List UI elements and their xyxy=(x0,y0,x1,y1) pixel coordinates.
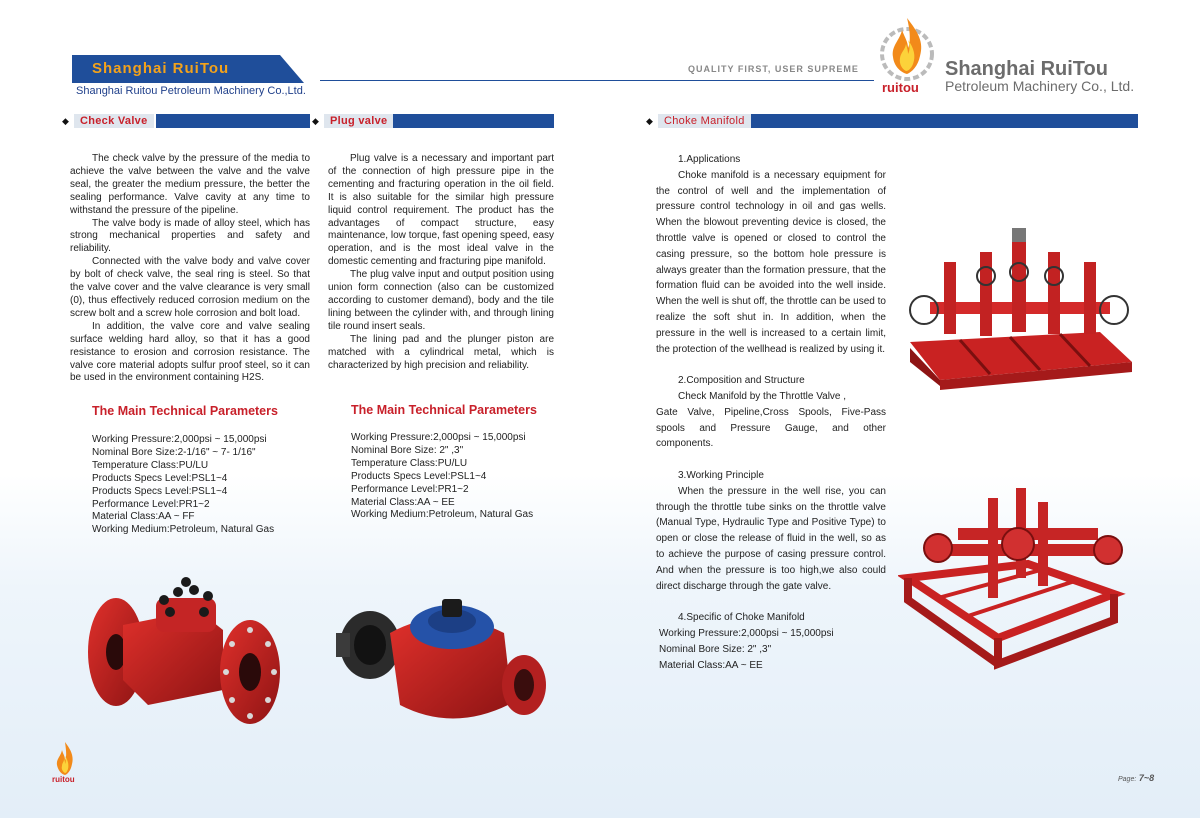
param-item: Material Class:AA ~ EE xyxy=(659,659,763,671)
paragraph: Connected with the valve body and valve cover by bolt of check valve, the seal ring is steel. So that the valve cover and the valve clearance is very small (0), thus effectively reduced corrosion medium on the screw bolt and a screw hole corrosion and bolt load. xyxy=(70,256,310,319)
diamond-bullet-icon: ◆ xyxy=(62,115,69,126)
choke-manifold-image-2 xyxy=(898,488,1130,683)
choke-manifold-bar xyxy=(748,114,1138,128)
choke-manifold-heading xyxy=(646,114,751,128)
choke-manifold-title: Choke Manifold xyxy=(658,114,751,128)
section-title: 1.Applications xyxy=(678,154,741,165)
check-valve-params-title: The Main Technical Parameters xyxy=(92,404,278,418)
brand-title: Shanghai RuiTou xyxy=(92,60,230,77)
param-item: Products Specs Level:PSL1~4 xyxy=(351,470,487,482)
param-item: Nominal Bore Size: 2" ,3" xyxy=(659,643,772,655)
brand-subtitle: Shanghai Ruitou Petroleum Machinery Co.,Ltd. xyxy=(76,85,306,97)
check-valve-heading xyxy=(62,114,154,128)
paragraph: The check valve by the pressure of the media to achieve the valve between the valve and the valve seal, the greater the medium pressure, the better the sealing performance. Valve cavity at any time to withstand the pressure of the pipeline. xyxy=(70,153,310,216)
param-item: Nominal Bore Size:2-1/16" ~ 7- 1/16" xyxy=(92,446,256,458)
plug-valve-image xyxy=(334,593,552,735)
section-title: 2.Composition and Structure xyxy=(678,375,805,387)
flame-logo-icon xyxy=(878,12,936,90)
diamond-bullet-icon: ◆ xyxy=(646,115,653,126)
paragraph: Choke manifold is a necessary equipment for the control of well and the implementation of pressure control technology in oil and gas wells. When the blowout preventing device is closed, the throttle valve is opened or closed to control the casing pressure, so the bottom hole pressure is always greater than the formation pressure, that the formation fluid can be avoided into the well inside. When the well is shut off, the throttle can be used to realize the soft shut in. In addition, when the pressure in the well is increased to a certain limit, the protection of the wellhead is realized by using it. xyxy=(656,169,886,355)
page-label: Page: xyxy=(1118,776,1137,783)
choke-manifold-image-1 xyxy=(900,222,1138,390)
diamond-bullet-icon: ◆ xyxy=(312,115,319,126)
param-item: Products Specs Level:PSL1~4 xyxy=(92,472,228,484)
footer-logo-wordmark: ruitou xyxy=(52,775,75,784)
plug-valve-heading xyxy=(312,114,393,128)
param-item: Performance Level:PR1~2 xyxy=(351,483,469,495)
paragraph: Plug valve is a necessary and important part of the connection of high pressure pipe in the cementing and fracturing operation in the oil field. It is also suitable for the similar high pressure liquid control requirement. The product has the advantages of compact structure, easy maintenance, low torque, fast opening speed, easy operation, and is the most ideal valve in the domestic cementing and fracturing pipe manifold. xyxy=(328,153,554,268)
page-value: 7~8 xyxy=(1138,773,1155,783)
plug-valve-bar xyxy=(392,114,554,128)
plug-valve-params-title: The Main Technical Parameters xyxy=(351,403,537,417)
param-item: Working Medium:Petroleum, Natural Gas xyxy=(351,509,534,521)
param-item: Temperature Class:PU/LU xyxy=(92,459,209,471)
check-valve-body xyxy=(70,153,310,385)
plug-valve-body xyxy=(328,153,554,372)
header-divider xyxy=(320,80,874,81)
param-item: Material Class:AA ~ FF xyxy=(92,511,195,523)
choke-manifold-body xyxy=(656,152,886,673)
paragraph: The lining pad and the plunger piston are matched with a cylindrical metal, which is characterized by high precision and reliability. xyxy=(328,333,554,371)
param-item: Material Class:AA ~ EE xyxy=(351,496,455,508)
param-item: Products Specs Level:PSL1~4 xyxy=(92,485,228,497)
plug-valve-title: Plug valve xyxy=(324,114,393,128)
check-valve-image xyxy=(78,570,288,730)
paragraph: Gate Valve, Pipeline,Cross Spools, Five-Pass spools and Pressure Gauge, and other components. xyxy=(656,406,886,450)
check-valve-bar xyxy=(156,114,310,128)
page-number xyxy=(1118,773,1154,783)
param-item: Working Pressure:2,000psi ~ 15,000psi xyxy=(92,434,267,445)
paragraph: The valve body is made of alloy steel, which has strong mechanical properties and safety and reliability. xyxy=(70,217,310,255)
check-valve-params xyxy=(92,434,274,537)
paragraph: The plug valve input and output position using union form connection (also can be customized according to customer demand), body and the tile lining between the cylinder with, and through lining tile round insert seals. xyxy=(328,269,554,332)
section-title: 4.Specific of Choke Manifold xyxy=(678,612,805,624)
check-valve-title: Check Valve xyxy=(74,114,154,128)
param-item: Nominal Bore Size: 2" ,3" xyxy=(351,444,464,456)
slogan: QUALITY FIRST, USER SUPREME xyxy=(688,64,859,74)
param-item: Working Pressure:2,000psi ~ 15,000psi xyxy=(351,432,526,443)
paragraph: Check Manifold by the Throttle Valve , xyxy=(678,390,847,402)
plug-valve-params xyxy=(351,432,533,522)
param-item: Working Medium:Petroleum, Natural Gas xyxy=(92,524,275,536)
company-name: Shanghai RuiTou xyxy=(945,58,1108,80)
paragraph: In addition, the valve core and valve sealing surface welding hard alloy, so that it has a good resistance to erosion and corrosion resistance. The valve core material adopts sulfur proof steel, so it can be used in the environment containing H2S. xyxy=(70,320,310,384)
section-title: 3.Working Principle xyxy=(678,469,764,481)
param-item: Temperature Class:PU/LU xyxy=(351,457,468,469)
logo-wordmark: ruitou xyxy=(882,80,919,95)
company-name-line2: Petroleum Machinery Co., Ltd. xyxy=(945,78,1135,94)
paragraph: When the pressure in the well rise, you can through the throttle tube sinks on the throttle valve (Manual Type, Hydraulic Type and Positive Type) to open or close the release of fluid in the well, so as to achieve the purpose of casing pressure control. And when the pressure is too high,we also could direct discharge through the gate valve. xyxy=(656,485,886,592)
param-item: Working Pressure:2,000psi ~ 15,000psi xyxy=(659,627,834,639)
param-item: Performance Level:PR1~2 xyxy=(92,498,210,510)
